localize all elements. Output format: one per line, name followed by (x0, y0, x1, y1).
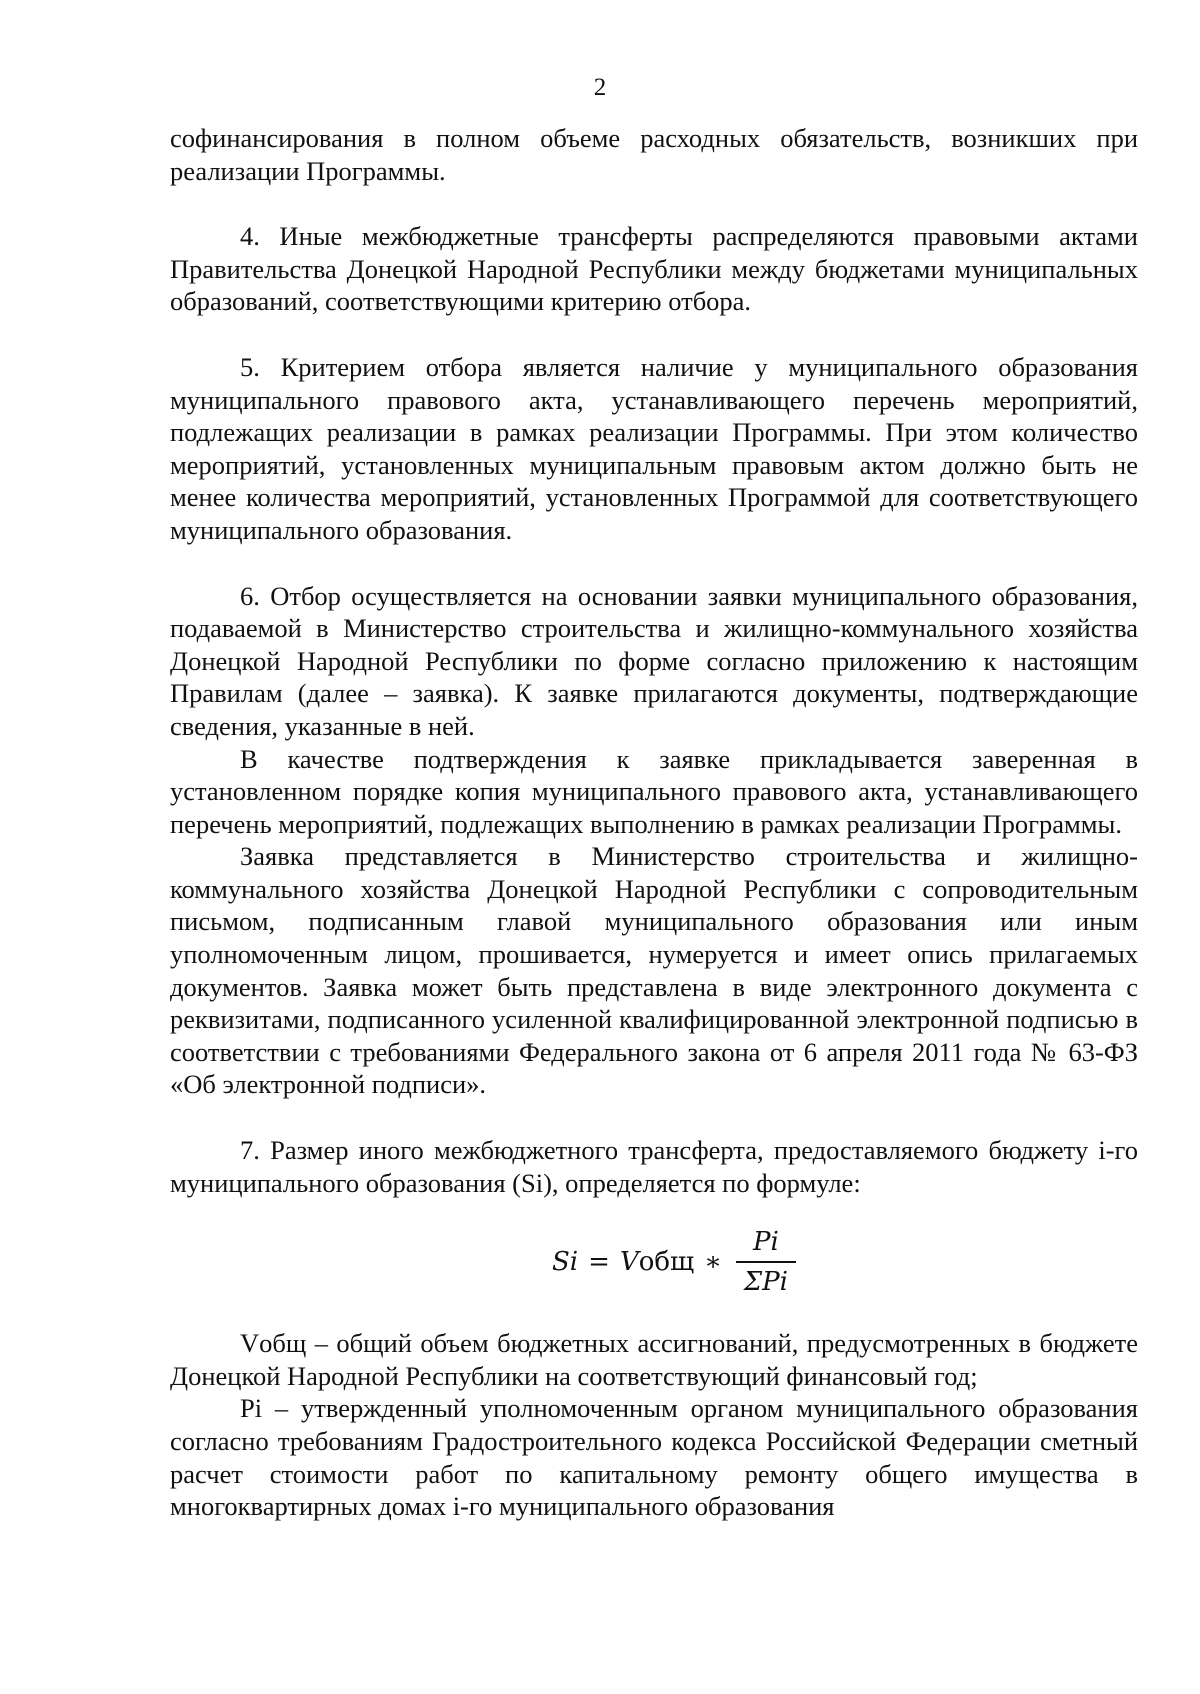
paragraph-6-submission: Заявка представляется в Министерство строительства и жилищно-коммунального хозяйства Донецкой Народной Республики с сопроводительным письмом, подписанным главой муниципального образования или иным уполномоченным лицом, прошивается, нумеруется и имеет опись прилагаемых документов. Заявка может быть представлена в виде электронного документа с реквизитами, подписанного усиленной квалифицированной электронной подписью в соответствии с требованиями Федерального закона от 6 апреля 2011 года № 63-ФЗ «Об электронной подписи». (170, 841, 1138, 1100)
paragraph-vobsch-definition: Vобщ – общий объем бюджетных ассигнований, предусмотренных в бюджете Донецкой Народной Республики на соответствующий финансовый год; (170, 1328, 1138, 1391)
page-number: 2 (593, 74, 607, 101)
paragraph-5: 5. Критерием отбора является наличие у муниципального образования муниципального правового акта, устанавливающего перечень мероприятий, подлежащих реализации в рамках реализации Программы. При этом количество мероприятий, установленных муниципальным правовым актом должно быть не менее количества мероприятий, установленных Программой для соответствующего муниципального образования. (170, 351, 1138, 545)
formula-v: V (619, 1246, 639, 1277)
formula-fraction (736, 1226, 796, 1299)
paragraph-4: 4. Иные межбюджетные трансферты распределяются правовыми актами Правительства Донецкой Народной Республики между бюджетами муниципальных образований, соответствующими критерию отбора. (170, 221, 1138, 317)
paragraph-6-confirmation: В качестве подтверждения к заявке прикладывается заверенная в установленном порядке копия муниципального правового акта, устанавливающего перечень мероприятий, подлежащих выполнению в рамках реализации Программы. (170, 743, 1138, 839)
formula-equals: = (588, 1246, 610, 1277)
paragraph-pi-definition: Pi – утвержденный уполномоченным органом муниципального образования согласно требованиям Градостроительного кодекса Российской Федерации сметный расчет стоимости работ по капитальному ремонту общего имущества в многоквартирных домах i-го муниципального образования (170, 1393, 1138, 1522)
formula-lhs: Si (552, 1246, 579, 1277)
paragraph-7: 7. Размер иного межбюджетного трансферта, предоставляемого бюджету i-го муниципального образования (Si), определяется по формуле: (170, 1135, 1138, 1198)
formula-numerator: Pi (752, 1226, 779, 1257)
formula-v-subscript: общ (638, 1246, 695, 1277)
paragraph-continuation: софинансирования в полном объеме расходных обязательств, возникших при реализации Программы. (170, 123, 1138, 186)
formula-expression (552, 1221, 796, 1303)
document-body (170, 122, 1138, 1523)
formula (170, 1221, 1138, 1303)
paragraph-6: 6. Отбор осуществляется на основании заявки муниципального образования, подаваемой в Министерство строительства и жилищно-коммунального хозяйства Донецкой Народной Республики по форме согласно приложению к настоящим Правилам (далее – заявка). К заявке прилагаются документы, подтверждающие сведения, указанные в ней. (170, 580, 1138, 741)
formula-multiply: ∗ (704, 1246, 722, 1277)
formula-denominator: ΣPi (743, 1267, 788, 1298)
